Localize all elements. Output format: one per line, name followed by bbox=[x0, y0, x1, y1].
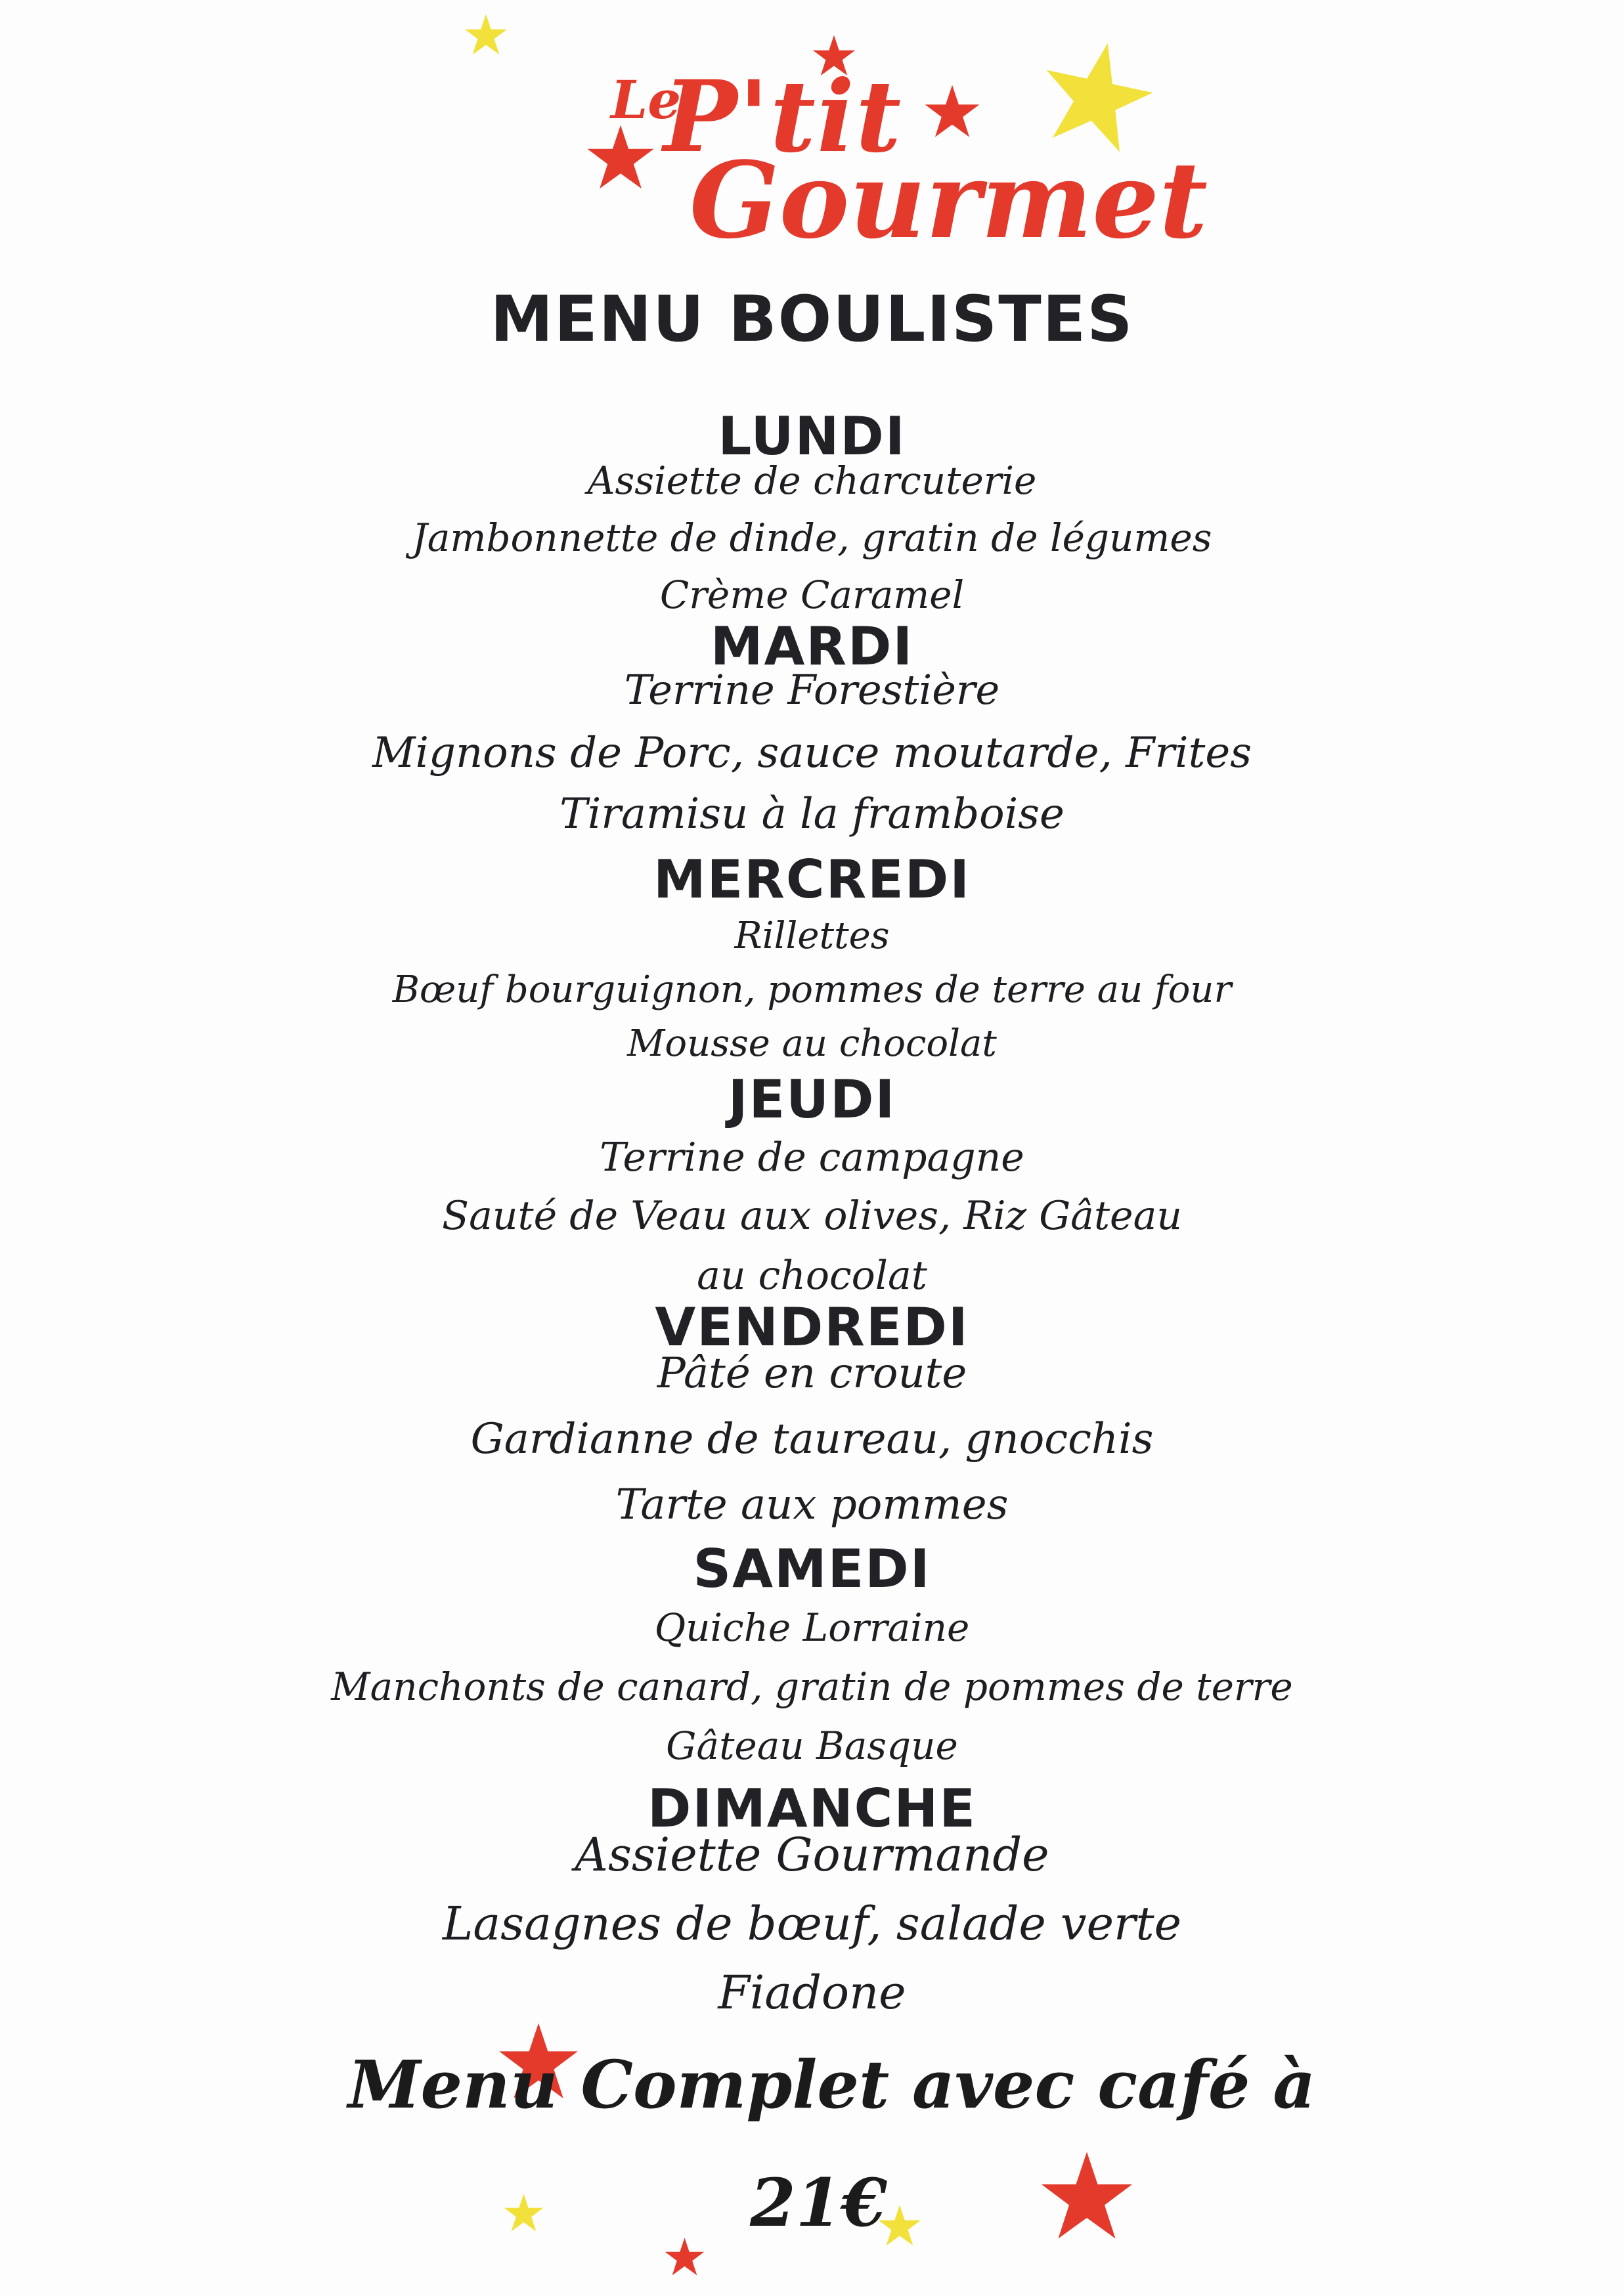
dish-main: Jambonnette de dinde, gratin de légumes bbox=[412, 515, 1212, 560]
logo-ptit: P'tit bbox=[663, 59, 903, 175]
dish-main: Bœuf bourguignon, pommes de terre au four bbox=[392, 968, 1232, 1011]
day-heading-lundi: LUNDI bbox=[718, 406, 906, 467]
dish-starter: Assiette Gourmande bbox=[575, 1828, 1049, 1882]
day-heading-mardi: MARDI bbox=[710, 616, 914, 677]
day-heading-vendredi: VENDREDI bbox=[655, 1297, 969, 1358]
day-heading-dimanche: DIMANCHE bbox=[647, 1778, 977, 1839]
dish-main: Mignons de Porc, sauce moutarde, Frites bbox=[372, 729, 1252, 777]
day-heading-mercredi: MERCREDI bbox=[653, 849, 971, 910]
star-icon bbox=[663, 2236, 706, 2278]
dish-main: Sauté de Veau aux olives, Riz Gâteau bbox=[442, 1193, 1182, 1239]
dish-main: Gardianne de taureau, gnocchis bbox=[470, 1415, 1154, 1463]
dish-dessert: au chocolat bbox=[697, 1253, 927, 1299]
footer-offer: Menu Complet avec café à bbox=[347, 2046, 1316, 2123]
dish-dessert: Gâteau Basque bbox=[666, 1723, 958, 1768]
dish-main: Manchonts de canard, gratin de pommes de terre bbox=[331, 1664, 1293, 1709]
dish-starter: Pâté en croute bbox=[657, 1349, 967, 1398]
footer-price: 21€ bbox=[750, 2164, 887, 2242]
dish-dessert: Mousse au chocolat bbox=[627, 1022, 997, 1065]
logo-gourmet: Gourmet bbox=[690, 139, 1208, 262]
day-heading-samedi: SAMEDI bbox=[693, 1538, 931, 1599]
dish-dessert: Fiadone bbox=[718, 1966, 906, 2020]
dish-main: Lasagnes de bœuf, salade verte bbox=[442, 1897, 1182, 1951]
dish-dessert: Crème Caramel bbox=[659, 573, 965, 617]
logo-le: Le bbox=[611, 69, 682, 131]
dish-starter: Terrine Forestière bbox=[624, 666, 1000, 714]
dish-dessert: Tiramisu à la framboise bbox=[560, 790, 1064, 838]
dish-starter: Rillettes bbox=[734, 915, 890, 957]
page-title: MENU BOULISTES bbox=[490, 282, 1134, 356]
brand-logo bbox=[578, 33, 1235, 262]
dish-starter: Assiette de charcuterie bbox=[587, 458, 1037, 503]
dish-starter: Quiche Lorraine bbox=[654, 1605, 970, 1650]
dish-starter: Terrine de campagne bbox=[600, 1135, 1024, 1180]
star-icon bbox=[463, 12, 509, 58]
day-heading-jeudi: JEUDI bbox=[728, 1069, 896, 1130]
dish-dessert: Tarte aux pommes bbox=[615, 1481, 1009, 1529]
